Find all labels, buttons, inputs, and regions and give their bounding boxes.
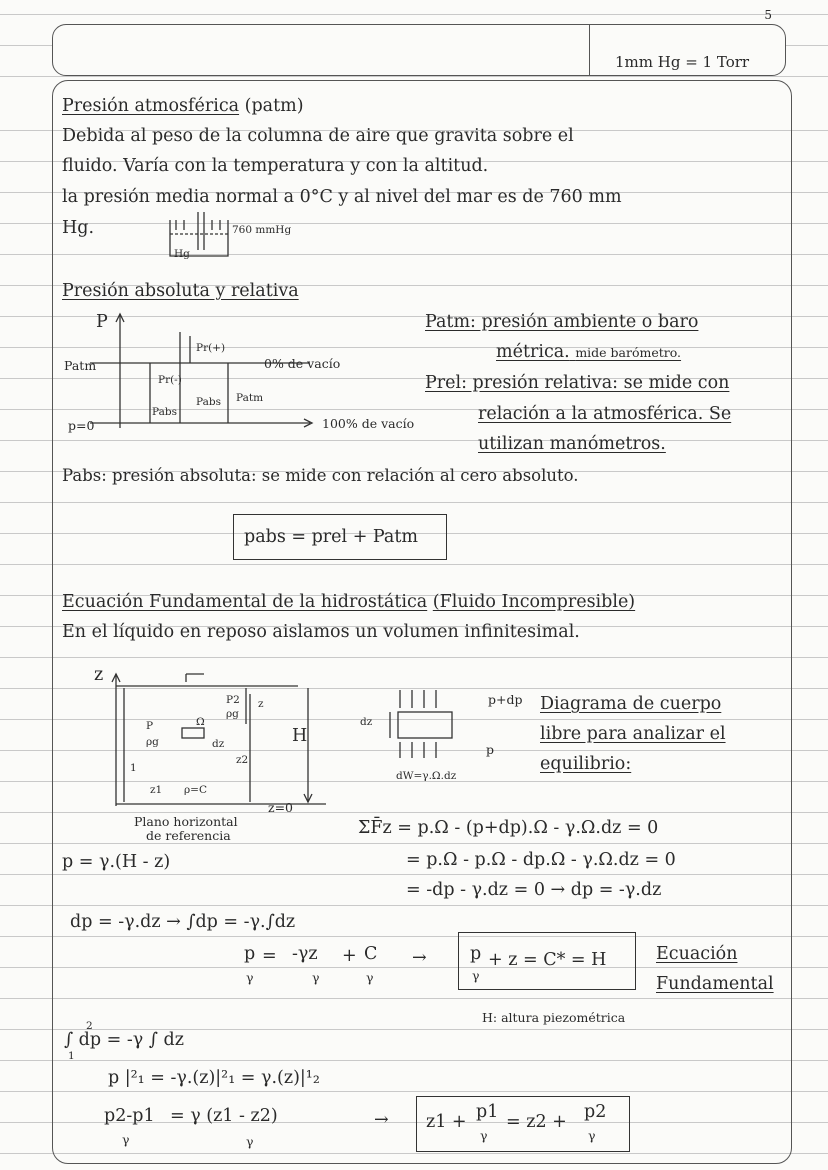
final-b: = z2 + [506,1112,567,1132]
sum-forces-line-2: = p.Ω - p.Ω - dp.Ω - γ.Ω.dz = 0 [406,850,676,870]
free-body-text-2: libre para analizar el [540,724,726,744]
section1-line3: la presión media normal a 0°C y al nivel del mar es de 760 mm [62,187,622,207]
section3-title: Ecuación Fundamental de la hidrostática (Fluido Incompresible) [62,592,636,612]
box-num: p [470,944,482,964]
fig-rg: ρg [226,708,239,720]
page-number: 5 [764,8,772,22]
diagram-vac100: 100% de vacío [322,416,415,431]
def3-den: γ [122,1132,130,1147]
def3-den2: γ [246,1134,254,1149]
box-den: γ [472,968,480,983]
section1-line2: fluido. Varía con la temperatura y con la altitud. [62,156,489,176]
section2-title: Presión absoluta y relativa [62,281,299,301]
diagram-p0-label: p=0 [68,418,95,433]
sum-forces-line-1: ΣF̄z = p.Ω - (p+dp).Ω - γ.Ω.dz = 0 [358,818,659,838]
fig-plano-2: de referencia [146,828,231,843]
free-body-p: p [486,742,495,757]
section1-line1: Debida al peso de la columna de aire que gravita sobre el [62,126,574,146]
def-integral-line-1: ∫ dp = -γ ∫ dz [64,1030,184,1050]
fig-omega: Ω [196,716,205,728]
patm-definition-2: métrica. mide barómetro. [496,342,682,362]
diagram-p-axis: P [96,312,108,332]
ecuacion-label-1: Ecuación [656,944,738,964]
def3-lhs: p2-p1 [104,1106,155,1126]
int2-den2: γ [312,970,320,985]
pabs-definition: Pabs: presión absoluta: se mide con relación al cero absoluto. [62,466,579,485]
final-g2: γ [588,1128,596,1143]
int2-den: γ [246,970,254,985]
fig-p-rg: ρg [146,736,159,748]
free-body-dw: dW=γ.Ω.dz [396,770,457,782]
diagram-pabs-left: Pabs [152,406,177,418]
int2-eq: = [262,946,277,966]
fig-H: H [292,726,308,746]
fig-z-axis: z [94,665,104,685]
fig-one: 1 [130,762,137,774]
diagram-patm-label: Patm [64,358,97,373]
barometer-height-label: 760 mmHg [232,224,292,236]
def-integral-lower: 1 [68,1050,75,1062]
fig-plano-1: Plano horizontal [134,814,238,829]
barometer-hg-label: Hg [174,248,190,260]
box-rest: + z = C* = H [488,950,607,970]
prel-definition-3: utilizan manómetros. [478,434,666,454]
pressure-result: p = γ.(H - z) [62,852,171,872]
fig-dz: dz [212,738,225,750]
free-body-pdp: p+dp [488,692,523,707]
def-integral-upper: 2 [86,1020,93,1032]
diagram-patm-right: Patm [236,392,264,404]
ecuacion-label-2: Fundamental [656,974,774,994]
def3-rhs: = γ (z1 - z2) [170,1106,278,1126]
fig-z0: z=0 [268,800,294,815]
header-divider [589,25,590,75]
free-body-text-3: equilibrio: [540,754,632,774]
section3-line1: En el líquido en reposo aislamos un volumen infinitesimal. [62,622,580,642]
fig-z2: z2 [236,754,249,766]
fig-p2: P2 [226,694,240,706]
final-arrow: → [374,1110,389,1130]
fig-p-over: P [146,720,154,732]
final-p1: p1 [476,1102,499,1122]
fig-z-small: z [258,698,264,710]
piezometric-note: H: altura piezométrica [482,1010,626,1025]
prel-definition-1: Prel: presión relativa: se mide con [425,373,730,393]
free-body-text-1: Diagrama de cuerpo [540,694,722,714]
int2-num: p [244,944,256,964]
section1-title: Presión atmosférica (patm) [62,96,304,116]
header-box [52,24,786,76]
fig-pc: ρ=C [184,784,208,796]
diagram-vac0: 0% de vacío [264,356,341,371]
diagram-pr-neg: Pr(-) [158,374,182,386]
prel-definition-2: relación a la atmosférica. Se [478,404,732,424]
diagram-pabs-mid: Pabs [196,396,221,408]
diagram-pr-pos: Pr(+) [196,342,226,354]
int2-plus: + [342,946,357,966]
int2-num2: -γz [292,944,318,964]
fig-z1: z1 [150,784,163,796]
integration-line-1: dp = -γ.dz → ∫dp = -γ.∫dz [70,912,296,932]
free-body-dz: dz [360,716,373,728]
sum-forces-line-3: = -dp - γ.dz = 0 → dp = -γ.dz [406,880,662,900]
pabs-formula: pabs = prel + Patm [244,527,418,547]
final-a: z1 + [426,1112,467,1132]
patm-definition-1: Patm: presión ambiente o baro [425,312,699,332]
int2-arrow: → [412,948,427,968]
unit-conversion: 1mm Hg = 1 Torr [615,53,750,71]
free-body-figure [386,688,486,768]
int2-num3: C [364,944,378,964]
section1-line4: Hg. [62,218,95,238]
def-integral-line-2: p |²₁ = -γ.(z)|²₁ = γ.(z)|¹₂ [108,1068,320,1088]
final-p2: p2 [584,1102,607,1122]
final-g1: γ [480,1128,488,1143]
int2-den3: γ [366,970,374,985]
